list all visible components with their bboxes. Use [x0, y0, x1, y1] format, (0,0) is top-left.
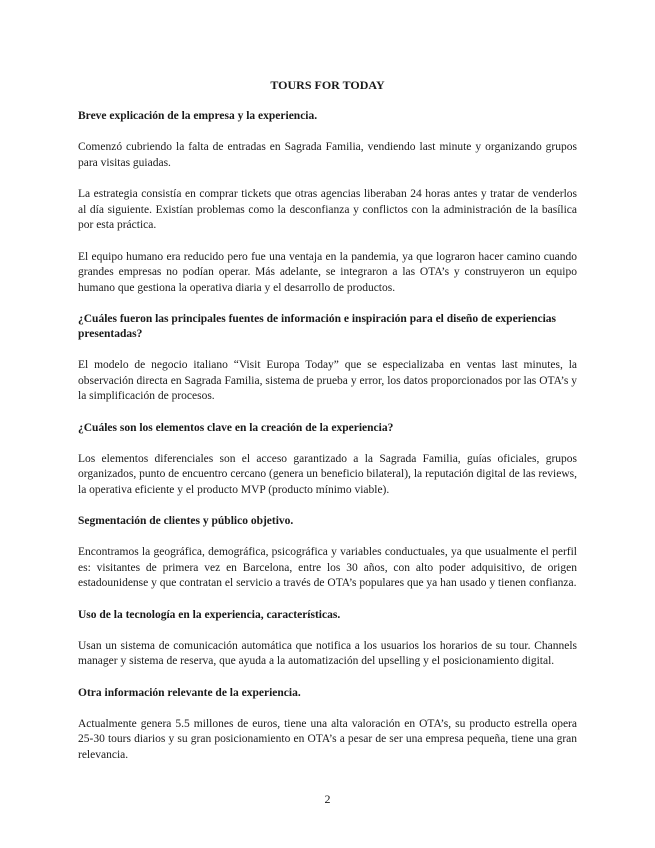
- paragraph: Usan un sistema de comunicación automática que notifica a los usuarios los horarios de su tour. Channels manager y sistema de reserva, que ayuda a la automatización del upselling y el posicionamiento digital.: [78, 639, 577, 667]
- section-key-elements: [78, 421, 577, 499]
- section-information-sources: [78, 312, 577, 405]
- section-segmentation: [78, 514, 577, 592]
- paragraph: El equipo humano era reducido pero fue una ventaja en la pandemia, ya que lograron hacer camino cuando grandes empresas no podían operar. Más adelante, se integraron a las OTA’s y construyeron un equipo humano que gestiona la operativa diaria y el desarrollo de productos.: [78, 250, 577, 294]
- section-heading: ¿Cuáles fueron las principales fuentes de información e inspiración para el diseño de experiencias presentadas?: [78, 313, 556, 340]
- document-title: TOURS FOR TODAY: [270, 78, 385, 92]
- paragraph: Encontramos la geográfica, demográfica, psicográfica y variables conductuales, ya que usualmente el perfil es: visitantes de primera vez en Barcelona, entre los 30 años, con alto poder adquisitivo, de origen estadounidense y que contratan el servicio a través de OTA’s populares que ya han usado y tienen confianza.: [78, 546, 577, 589]
- section-other-info: [78, 686, 577, 764]
- paragraph: La estrategia consistía en comprar tickets que otras agencias liberaban 24 horas antes y tratar de venderlos al día siguiente. Existían problemas como la desconfianza y conflictos con la administración de la basílica por esta práctica.: [78, 188, 577, 231]
- section-heading: Uso de la tecnología en la experiencia, características.: [78, 608, 341, 621]
- paragraph: El modelo de negocio italiano “Visit Europa Today” que se especializaba en ventas last minutes, la observación directa en Sagrada Familia, sistema de prueba y error, los datos proporcionados por las OTA’s y la simplificación de procesos.: [78, 359, 577, 402]
- paragraph: Los elementos diferenciales son el acceso garantizado a la Sagrada Familia, guías oficiales, grupos organizados, punto de encuentro cercano (genera un beneficio bilateral), la reputación digital de las reviews, la operativa eficiente y el producto MVP (producto mínimo viable).: [78, 452, 577, 496]
- section-heading: Otra información relevante de la experiencia.: [78, 686, 301, 699]
- section-company-explanation: [78, 109, 577, 296]
- section-heading: Breve explicación de la empresa y la experiencia.: [78, 110, 318, 122]
- section-heading: ¿Cuáles son los elementos clave en la creación de la experiencia?: [78, 421, 394, 434]
- page-number: 2: [324, 792, 331, 806]
- section-technology: [78, 608, 577, 670]
- section-heading: Segmentación de clientes y público objetivo.: [78, 515, 294, 527]
- paragraph: Comenzó cubriendo la falta de entradas en Sagrada Familia, vendiendo last minute y organizando grupos para visitas guiadas.: [78, 141, 577, 169]
- paragraph: Actualmente genera 5.5 millones de euros, tiene una alta valoración en OTA’s, su producto estrella opera 25-30 tours diarios y su gran posicionamiento en OTA’s a pesar de ser una empresa pequeña, tiene una gran relevancia.: [78, 717, 577, 761]
